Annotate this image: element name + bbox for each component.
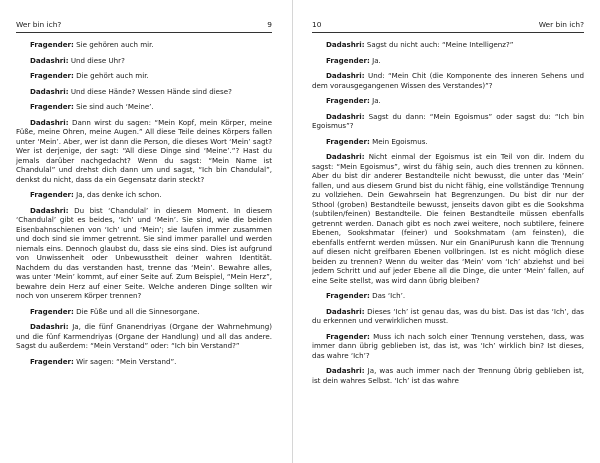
- right-page-body: [312, 40, 584, 385]
- page-number: 9: [267, 20, 272, 29]
- dialogue-text: Sie sind auch ‘Meine’.: [76, 102, 154, 111]
- speaker-label: Fragender:: [326, 96, 370, 105]
- speaker-label: Fragender:: [326, 331, 370, 341]
- running-title: Wer bin ich?: [538, 20, 584, 29]
- right-page: [300, 0, 600, 463]
- dialogue-paragraph: [312, 40, 584, 50]
- dialogue-text: Das ‘Ich’.: [372, 291, 406, 300]
- dialogue-text: Und diese Hände? Wessen Hände sind diese?: [70, 86, 232, 96]
- left-page-header: [16, 0, 272, 33]
- dialogue-paragraph: [312, 152, 584, 285]
- speaker-label: Fragender:: [326, 55, 370, 65]
- dialogue-text: Wir sagen: “Mein Verstand”.: [76, 356, 177, 366]
- speaker-label: Dadashri:: [30, 205, 69, 215]
- speaker-label: Dadashri:: [326, 366, 365, 375]
- dialogue-paragraph: [16, 102, 272, 112]
- dialogue-paragraph: [312, 96, 584, 106]
- speaker-label: Fragender:: [30, 356, 74, 366]
- dialogue-text: Sagst du nicht auch: “Meine Intelligenz?”: [366, 40, 514, 49]
- dialogue-paragraph: [312, 291, 584, 301]
- dialogue-text: Dieses ‘Ich’ ist genau das, was du bist. Das ist das ‘Ich’, das du erkennen und verwirklichen musst.: [312, 306, 584, 325]
- dialogue-paragraph: [16, 118, 272, 185]
- dialogue-paragraph: [16, 307, 272, 317]
- left-page-body: [16, 40, 272, 366]
- speaker-label: Dadashri:: [30, 117, 69, 127]
- dialogue-paragraph: [312, 112, 584, 131]
- dialogue-text: Ja, das denke ich schon.: [76, 190, 162, 199]
- dialogue-text: Und diese Uhr?: [70, 55, 125, 65]
- speaker-label: Dadashri:: [326, 152, 365, 161]
- dialogue-text: Sagst du dann: “Mein Egoismus” oder sagst du: “Ich bin Egoismus”?: [312, 111, 584, 130]
- speaker-label: Dadashri:: [326, 306, 365, 316]
- dialogue-paragraph: [16, 71, 272, 81]
- dialogue-paragraph: [312, 307, 584, 326]
- speaker-label: Fragender:: [30, 306, 74, 316]
- dialogue-text: Ja.: [372, 96, 381, 105]
- dialogue-text: Du bist ‘Chandulal’ in diesem Moment. In diesem ‘Chandulal’ gibt es beides, ‘Ich’ und ‘Mein’. Sie sind, wie die beiden Eisenbahnschienen von ‘Ich’ und ‘Mein’; sie laufen immer zusammen und doch sind sie immer getrennt. Sie sind immer parallel und werden niemals eins. Dennoch glaubst du, dass sie eins sind. Dies ist aufgrund von Unwissenheit oder Unbewusstheit deiner wahren Identität. Nachdem du das verstanden hast, trenne das ‘Mein’. Bewahre alles, was unter ‘Mein’ kommt, auf einer Seite auf. Zum Beispiel, “Mein Herz”, bewahre dein Herz auf einer Seite. Welche anderen Dinge sollten wir noch von unserem Körper trennen?: [16, 205, 272, 300]
- page-number: 10: [312, 20, 322, 29]
- speaker-label: Fragender:: [30, 71, 74, 80]
- dialogue-paragraph: [16, 322, 272, 351]
- left-page: [0, 0, 286, 463]
- dialogue-text: Die Füße und all die Sinnesorgane.: [76, 306, 200, 316]
- speaker-label: Dadashri:: [30, 55, 69, 65]
- dialogue-paragraph: [16, 357, 272, 367]
- dialogue-paragraph: [312, 56, 584, 66]
- dialogue-paragraph: [16, 206, 272, 301]
- speaker-label: Fragender:: [30, 102, 74, 111]
- dialogue-text: Sie gehören auch mir.: [76, 40, 154, 49]
- dialogue-text: Ja, die fünf Gnanendriyas (Organe der Wahrnehmung) und die fünf Karmendriyas (Organe der Handlung) und all das andere. Sagst du außerdem: “Mein Verstand” oder: “Ich bin Verstand?”: [16, 322, 272, 350]
- speaker-label: Fragender:: [30, 40, 74, 49]
- dialogue-text: Mein Egoismus.: [372, 136, 428, 146]
- page-gutter: [292, 0, 293, 463]
- dialogue-text: Muss ich nach solch einer Trennung verstehen, dass, was immer dann übrig geblieben ist, das ist, was ‘Ich’ wirklich bin? Ist dieses, das wahre ‘Ich’?: [312, 331, 585, 360]
- speaker-label: Dadashri:: [326, 111, 365, 121]
- speaker-label: Dadashri:: [326, 71, 365, 80]
- dialogue-text: Dann wirst du sagen: “Mein Kopf, mein Körper, meine Füße, meine Ohren, meine Augen.” All diese Teile deines Körpers fallen unter ‘Mein’. Aber, wer ist dann die Person, die dieses Wort ‘Mein’ sagt? Wer ist derjenige, der sagt: “All diese Dinge sind ‘Meine’.”? Hast du jemals darüber nachgedacht? Wenn du sagst: “Mein Name ist Chandulal” und drehst dich dann um und sagst, “Ich bin Chandulal”, denkst du nicht, dass da ein Gegensatz darin steckt?: [16, 117, 272, 184]
- speaker-label: Fragender:: [326, 136, 370, 146]
- dialogue-text: Nicht einmal der Egoismus ist ein Teil von dir. Indem du sagst: “Mein Egoismus”, wirst du fähig sein, auch dies trennen zu können. Aber du bist dir anderer Bestandteile nicht bewusst, die unter das ‘Mein’ fallen, und aus diesem Grund bist du nicht fähig, eine vollständige Trennung zu vollziehen. Dein Gewahrsein hat Begrenzungen. Du bist dir nur der Sthool (groben) Bestandteile bewusst, jenseits davon gibt es die Sookshma (subtilen/feinen) Bestandteile. Die feinen Bestandteile müssen ebenfalls getrennt werden. Danach gibt es noch zwei weitere, noch subtilere, feinere Ebenen, Sookshmatar (feiner) und Sookshmatam (am feinsten), die ebenfalls entfernt werden müssen. Nur ein GnaniPurush kann die Trennung auf diesen nicht greifbaren Ebenen vollbringen. Ist es nicht möglich diese beiden zu trennen? Wenn du weiter das ‘Mein’ vom ‘Ich’ abziehst und bei jedem Schritt und auf jeder Ebene all die Dinge, die unter ‘Mein’ fallen, auf eine Seite stellst, was wird dann übrig bleiben?: [312, 152, 584, 285]
- speaker-label: Fragender:: [326, 291, 370, 300]
- dialogue-paragraph: [312, 366, 584, 385]
- dialogue-text: Ja, was auch immer nach der Trennung übrig geblieben ist, ist dein wahres Selbst. ‘Ich’ ist das wahre: [312, 366, 584, 385]
- dialogue-text: Und: “Mein Chit (die Komponente des inneren Sehens und dem vorausgegangenen Wissen des Verstandes)”?: [312, 71, 584, 90]
- dialogue-text: Ja.: [372, 55, 381, 65]
- running-title: Wer bin ich?: [16, 20, 62, 29]
- dialogue-paragraph: [16, 87, 272, 97]
- dialogue-text: Die gehört auch mir.: [76, 71, 149, 80]
- speaker-label: Dadashri:: [30, 322, 69, 331]
- dialogue-paragraph: [312, 71, 584, 90]
- dialogue-paragraph: [312, 137, 584, 147]
- dialogue-paragraph: [16, 40, 272, 50]
- speaker-label: Fragender:: [30, 190, 74, 199]
- speaker-label: Dadashri:: [30, 86, 69, 96]
- dialogue-paragraph: [16, 56, 272, 66]
- speaker-label: Dadashri:: [326, 40, 365, 49]
- dialogue-paragraph: [312, 332, 584, 361]
- right-page-header: [312, 0, 584, 33]
- dialogue-paragraph: [16, 190, 272, 200]
